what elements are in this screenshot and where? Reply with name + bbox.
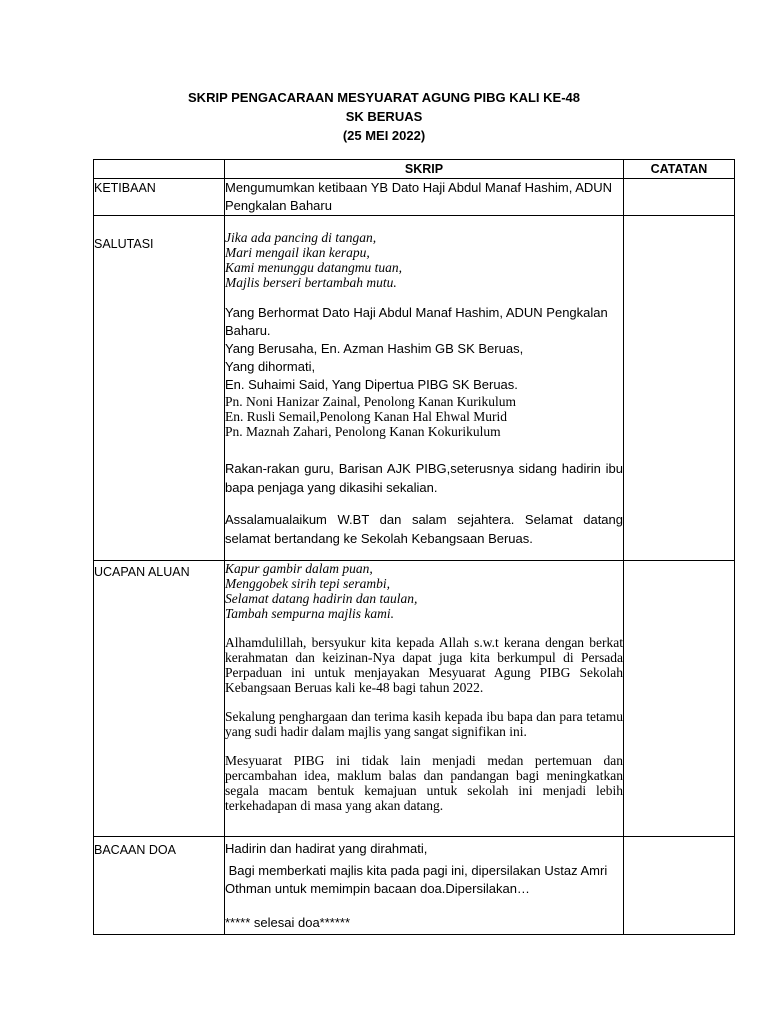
row-label-text: SALUTASI — [94, 237, 154, 251]
purpose-paragraph: Mesyuarat PIBG ini tidak lain menjadi medan pertemuan dan percambahan idea, maklum balas dan pandangan bagi meningkatkan segala macam bentuk kemajuan untuk sekolah ini menjadi lebih terkehadapan di masa yang akan datang. — [225, 753, 623, 813]
greeting-line: Pn. Noni Hanizar Zainal, Penolong Kanan Kurikulum — [225, 394, 516, 409]
script-table — [93, 159, 735, 935]
row-label-text: UCAPAN ALUAN — [94, 565, 190, 579]
table-row-ucapan-aluan — [94, 561, 735, 837]
pantun-line: Tambah sempurna majlis kami. — [225, 606, 395, 621]
greeting-line: En. Suhaimi Said, Yang Dipertua PIBG SK Beruas. — [225, 377, 518, 392]
row-label-salutasi — [94, 216, 225, 561]
notes-cell-bacaan-doa — [624, 837, 735, 935]
pantun-ucapan — [225, 561, 623, 621]
row-label-text: KETIBAAN — [94, 181, 156, 195]
script-cell-ketibaan — [225, 179, 624, 216]
greeting-line: Yang Berhormat Dato Haji Abdul Manaf Hashim, ADUN Pengkalan Baharu. — [225, 305, 608, 338]
notes-cell-ketibaan — [624, 179, 735, 216]
prayer-end-note: ***** selesai doa****** — [225, 915, 351, 930]
greeting-line: Yang Berusaha, En. Azman Hashim GB SK Beruas, — [225, 341, 524, 356]
pantun-line: Jika ada pancing di tangan, — [225, 230, 377, 245]
table-row-bacaan-doa — [94, 837, 735, 935]
row-label-bacaan-doa — [94, 837, 225, 935]
greeting-list-serif — [225, 394, 623, 439]
greeting-line: En. Rusli Semail,Penolong Kanan Hal Ehwal Murid — [225, 409, 507, 424]
notes-cell-ucapan-aluan — [624, 561, 735, 837]
row-label-ketibaan — [94, 179, 225, 216]
pantun-line: Selamat datang hadirin dan taulan, — [225, 591, 418, 606]
row-label-text: BACAAN DOA — [94, 843, 176, 857]
script-cell-salutasi — [225, 216, 624, 561]
notes-cell-salutasi — [624, 216, 735, 561]
script-cell-ucapan-aluan — [225, 561, 624, 837]
greeting-line: Pn. Maznah Zahari, Penolong Kanan Kokurikulum — [225, 424, 501, 439]
document-title: SKRIP PENGACARAAN MESYUARAT AGUNG PIBG KALI KE-48 — [188, 90, 580, 105]
greeting-list — [225, 304, 623, 394]
event-date: (25 MEI 2022) — [342, 128, 426, 143]
script-cell-bacaan-doa — [225, 837, 624, 935]
opening-paragraph: Alhamdulillah, bersyukur kita kepada Allah s.w.t kerana dengan berkat kerahmatan dan keizinan-Nya dapat juga kita berkumpul di Persada Perpaduan ini untuk menjayakan Mesyuarat Agung PIBG Sekolah Kebangsaan Beruas kali ke-48 bagi tahun 2022. — [225, 635, 623, 695]
header-script: SKRIP — [225, 160, 624, 179]
pantun-line: Mari mengail ikan kerapu, — [225, 245, 370, 260]
welcome-paragraph: Assalamualaikum W.BT dan salam sejahtera. Selamat datang selamat bertandang ke Sekolah Kebangsaan Beruas. — [225, 512, 623, 546]
pantun-salutasi — [225, 230, 623, 290]
table-row-salutasi — [94, 216, 735, 561]
row-label-ucapan-aluan — [94, 561, 225, 837]
prayer-intro: Hadirin dan hadirat yang dirahmati, — [225, 841, 428, 856]
document-header — [0, 88, 768, 145]
pantun-line: Kapur gambir dalam puan, — [225, 561, 373, 576]
table-row-ketibaan — [94, 179, 735, 216]
header-notes: CATATAN — [624, 160, 735, 179]
header-blank-cell — [94, 160, 225, 179]
pantun-line: Menggobek sirih tepi serambi, — [225, 576, 390, 591]
greeting-line: Yang dihormati, — [225, 359, 316, 374]
prayer-invitation: Bagi memberkati majlis kita pada pagi ini, dipersilakan Ustaz Amri Othman untuk memimpin bacaan doa.Dipersilakan… — [225, 863, 611, 896]
pantun-line: Kami menunggu datangmu tuan, — [225, 260, 402, 275]
arrival-announcement: Mengumumkan ketibaan YB Dato Haji Abdul Manaf Hashim, ADUN Pengkalan Baharu — [225, 180, 613, 213]
pantun-line: Majlis berseri bertambah mutu. — [225, 275, 397, 290]
appreciation-paragraph: Sekalung penghargaan dan terima kasih kepada ibu bapa dan para tetamu yang sudi hadir dalam majlis yang sangat signifikan ini. — [225, 709, 623, 739]
table-header-row — [94, 160, 735, 179]
school-name: SK BERUAS — [345, 109, 423, 124]
salutation-paragraph: Rakan-rakan guru, Barisan AJK PIBG,seterusnya sidang hadirin ibu bapa penjaga yang dikasihi sekalian. — [225, 461, 623, 495]
